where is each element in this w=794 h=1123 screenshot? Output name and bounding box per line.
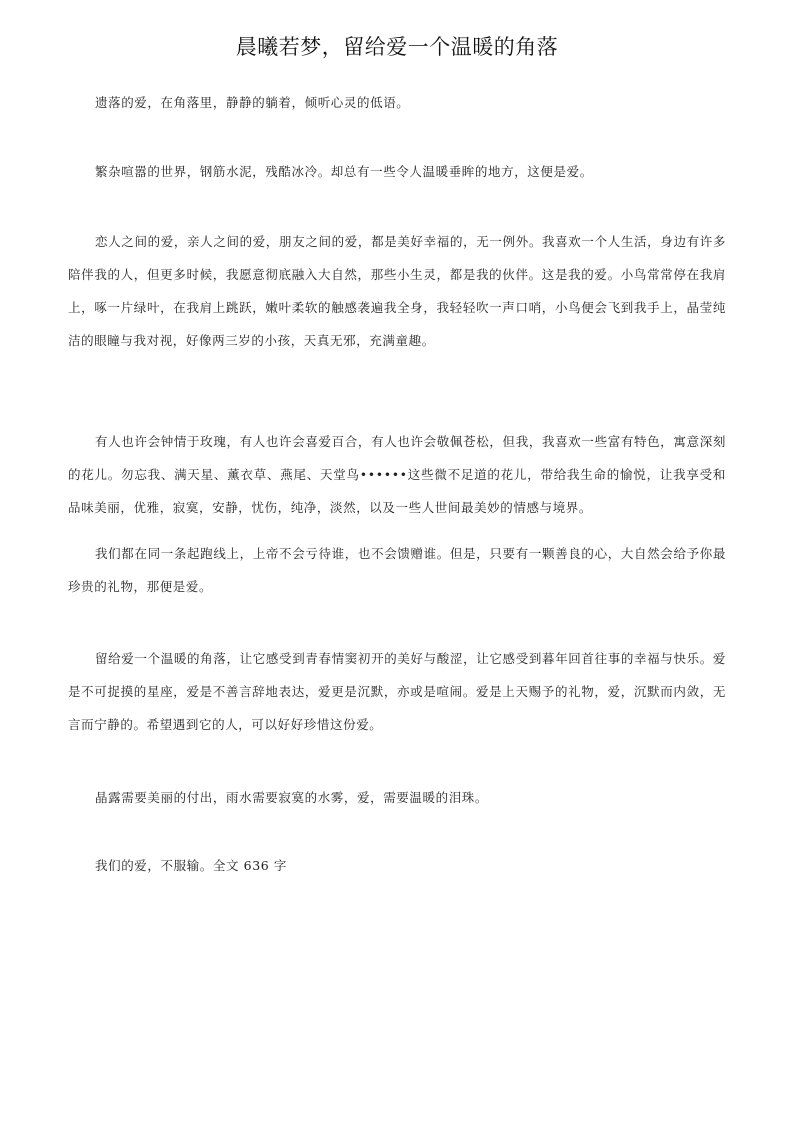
paragraph-2: 繁杂喧嚣的世界，钢筋水泥，残酷冰冷。却总有一些令人温暖垂眸的地方，这便是爱。 — [95, 164, 593, 179]
paragraph-8: 我们的爱，不服输。全文 636 字 — [95, 858, 288, 873]
paragraph-5: 我们都在同一条起跑线上，上帝不会亏待谁，也不会馈赠谁。但是，只要有一颗善良的心，大自然会给予你最珍贵的礼物，那便是爱。 — [68, 546, 726, 594]
paragraph-6: 留给爱一个温暖的角落，让它感受到青春情窦初开的美好与酸涩，让它感受到暮年回首往事的幸福与快乐。爱是不可捉摸的星座，爱是不善言辞地表达，爱更是沉默，亦或是喧闹。爱是上天赐予的礼物，爱，沉默而内敛，无言而宁静的。希望遇到它的人，可以好好珍惜这份爱。 — [68, 651, 726, 732]
paragraph-4: 有人也许会钟情于玫瑰，有人也许会喜爱百合，有人也许会敬佩苍松，但我，我喜欢一些富有特色，寓意深刻的花儿。勿忘我、满天星、薰衣草、燕尾、天堂鸟••••••这些微不足道的花儿，带给我生命的愉悦，让我享受和品味美丽，优雅，寂寞，安静，忧伤，纯净，淡然，以及一些人世间最美妙的情感与境界。 — [68, 434, 726, 515]
document-title: 晨曦若梦，留给爱一个温暖的角落 — [235, 35, 559, 59]
paragraph-7: 晶露需要美丽的付出，雨水需要寂寞的水雾，爱，需要温暖的泪珠。 — [95, 790, 489, 805]
paragraph-1: 遗落的爱，在角落里，静静的躺着，倾听心灵的低语。 — [95, 95, 410, 110]
paragraph-3: 恋人之间的爱，亲人之间的爱，朋友之间的爱，都是美好幸福的，无一例外。我喜欢一个人生活，身边有许多陪伴我的人，但更多时候，我愿意彻底融入大自然，那些小生灵，都是我的伙伴。这是我的爱。小鸟常常停在我肩上，啄一片绿叶，在我肩上跳跃，嫩叶柔软的触感袭遍我全身，我轻轻吹一声口哨，小鸟便会飞到我手上，晶莹纯洁的眼瞳与我对视，好像两三岁的小孩，天真无邪，充满童趣。 — [68, 234, 726, 348]
